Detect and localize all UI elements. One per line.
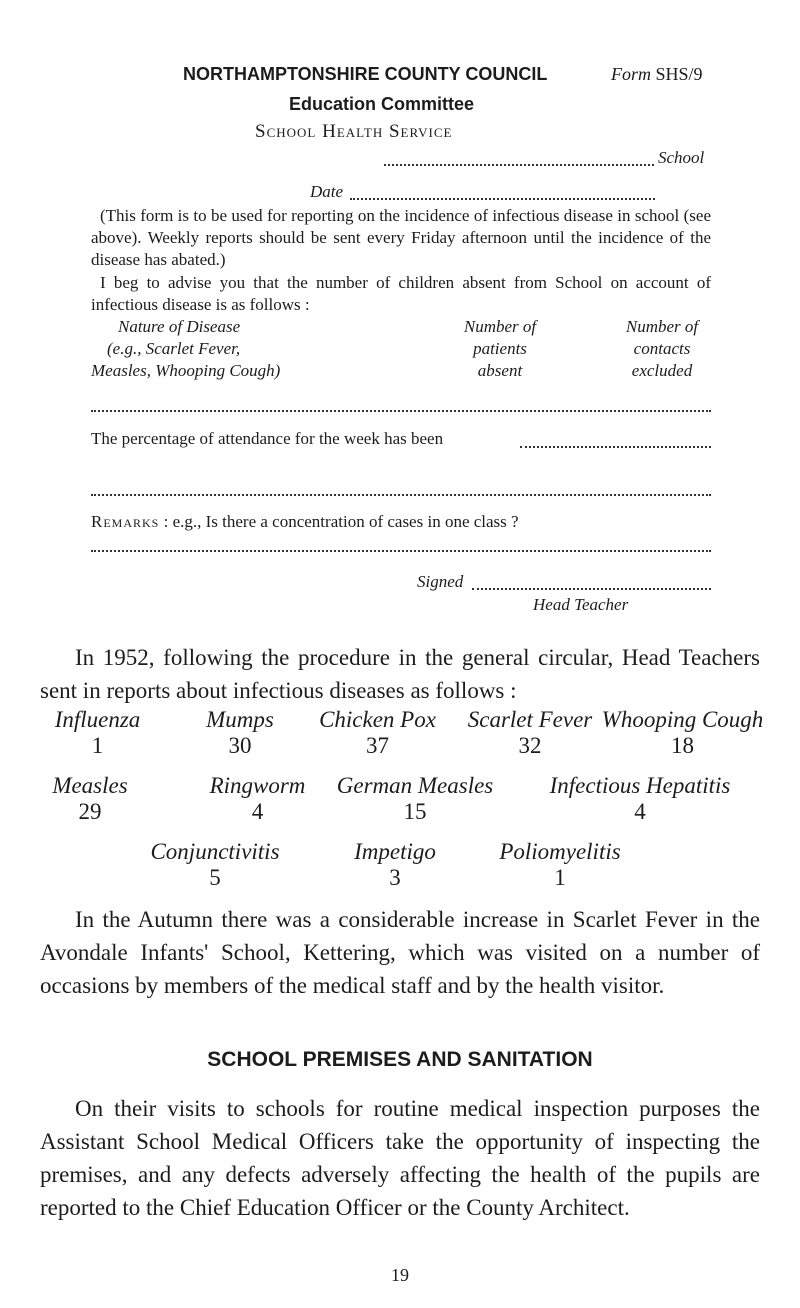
disease-item [135,839,295,891]
page-number: 19 [391,1265,409,1285]
disease-count: 1 [554,865,566,890]
school-label: School [658,148,705,167]
separator-dots-2 [91,550,711,552]
col-disease-line1: Nature of Disease [118,317,241,336]
report-intro: In 1952, following the procedure in the general circular, Head Teachers sent in reports about infectious diseases as follows : [40,645,760,703]
disease-item [320,773,510,825]
date-label: Date [310,182,344,201]
disease-name: Influenza [54,707,141,732]
form-label-text: Form [611,64,651,84]
disease-count: 4 [251,799,264,824]
col-patients [430,316,570,382]
separator-dots-1 [91,494,711,496]
service-title: School Health Service [255,121,453,142]
signed-label: Signed [417,572,464,591]
disease-item [40,773,140,825]
disease-item [195,773,320,825]
remarks-line [91,511,519,533]
premises-paragraph: On their visits to schools for routine medical inspection purposes the Assistant School Medical Officers take the opportunity of inspecting the premises, and any defects adversely affecting the health of the pupils are reported to the Chief Education Officer or the County Architect. [40,1096,760,1220]
attendance-text: The percentage of attendance for the week has been [91,429,444,448]
disease-count: 32 [518,733,542,758]
disease-count: 30 [228,733,252,758]
col-disease-line3: Measles, Whooping Cough) [91,361,281,380]
form-label [611,64,703,85]
disease-name: Infectious Hepatitis [549,773,731,798]
committee-title: Education Committee [289,94,475,114]
head-teacher-label: Head Teacher [533,595,629,614]
disease-name: Poliomyelitis [499,839,621,864]
disease-count: 29 [78,799,102,824]
advise-text: I beg to advise you that the number of children absent from School on account of infectious disease is as follows : [91,273,711,314]
disease-item [600,707,765,759]
disease-name: Conjunctivitis [150,839,280,864]
col-contacts-line2: contacts [633,339,691,358]
council-title: NORTHAMPTONSHIRE COUNTY COUNCIL [183,64,548,84]
disease-item [340,839,450,891]
disease-name: Impetigo [354,839,436,864]
disease-item [455,707,605,759]
disease-count: 4 [634,799,646,824]
disease-item [310,707,445,759]
instructions-text: (This form is to be used for reporting on the incidence of infectious disease in school (see above). Weekly reports should be sent every Friday afternoon until the incidence of the disease has abated.) [91,206,711,269]
disease-item [40,707,155,759]
col-disease-line2: (e.g., Scarlet Fever, [107,339,241,358]
col-contacts-line1: Number of [625,317,699,336]
col-patients-line1: Number of [463,317,537,336]
remarks-label: Remarks [91,512,160,531]
col-disease [91,316,280,382]
disease-count: 37 [366,733,389,758]
disease-name: Scarlet Fever [467,707,593,732]
disease-item [520,773,760,825]
signed-dots [472,588,711,590]
school-dots [384,164,654,166]
disease-name: Whooping Cough [601,707,764,732]
disease-count: 3 [389,865,401,890]
attendance-dots [520,446,711,448]
disease-count: 15 [403,799,427,824]
disease-count: 18 [671,733,694,758]
disease-item [190,707,290,759]
disease-count: 5 [209,865,221,890]
disease-name: Chicken Pox [319,707,436,732]
disease-item [480,839,640,891]
disease-name: German Measles [336,773,494,798]
col-patients-line3: absent [477,361,523,380]
disease-name: Measles [52,773,128,798]
autumn-paragraph: In the Autumn there was a considerable increase in Scarlet Fever in the Avondale Infants' School, Kettering, which was visited on a number of occasions by members of the medical staff and by the health visitor. [40,907,760,998]
disease-name: Mumps [206,707,274,732]
date-dots [350,198,655,200]
col-contacts-line3: excluded [631,361,693,380]
remarks-text: : e.g., Is there a concentration of cases in one class ? [163,512,519,531]
disease-count: 1 [91,733,104,758]
premises-heading: SCHOOL PREMISES AND SANITATION [207,1048,593,1071]
col-patients-line2: patients [473,339,527,358]
form-code: SHS/9 [655,64,703,84]
disease-name: Ringworm [209,773,306,798]
disease-entry-dots [91,410,711,412]
col-contacts [597,316,727,382]
